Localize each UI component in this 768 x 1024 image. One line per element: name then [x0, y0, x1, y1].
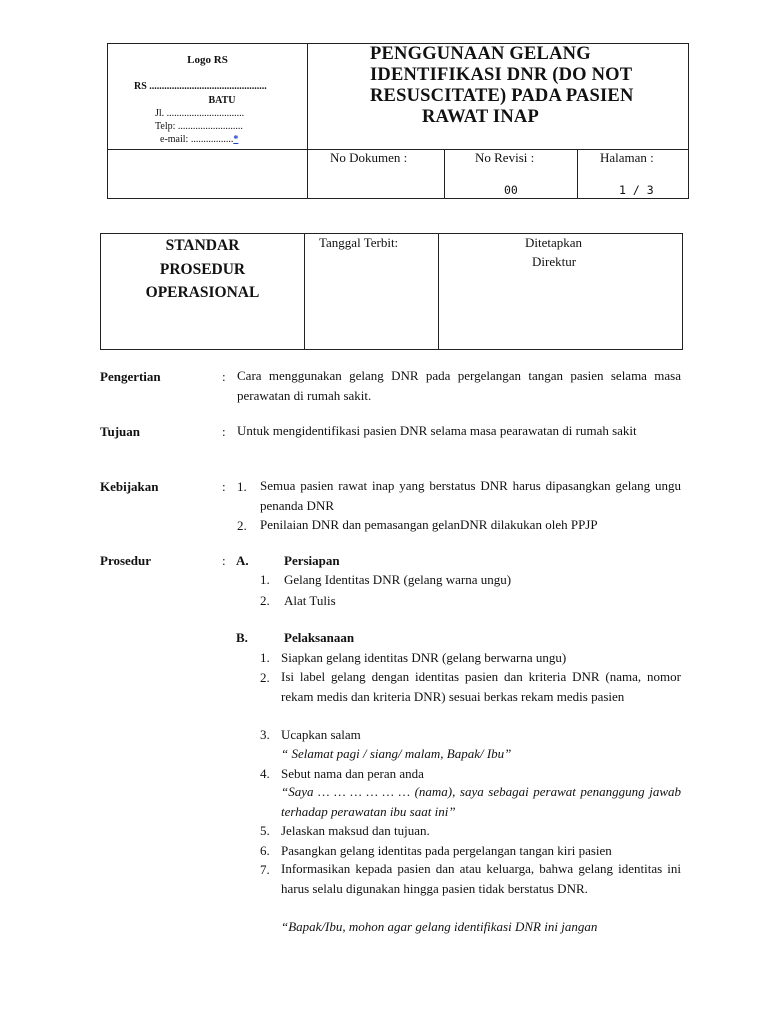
pengertian-label: Pengertian [100, 369, 161, 384]
pelaksanaan-item: Siapkan gelang identitas DNR (gelang berwarna ungu) [281, 650, 567, 665]
pelaksanaan-heading: Pelaksanaan [284, 630, 355, 645]
pelaksanaan-quote: “ Selamat pagi / siang/ malam, Bapak/ Ibu” [281, 746, 512, 761]
tujuan-label: Tujuan [100, 424, 140, 439]
pelaksanaan-item: Pasangkan gelang identitas pada pergelangan tangan kiri pasien [281, 843, 612, 858]
title-line: RAWAT INAP [422, 107, 539, 127]
email-label: e-mail: ................. [160, 134, 234, 145]
spo-title-line: OPERASIONAL [145, 284, 260, 301]
document-title [370, 44, 680, 128]
spo-table [100, 233, 683, 350]
pelaksanaan-item: Ucapkan salam [281, 727, 361, 742]
direktur-label: Direktur [532, 254, 577, 269]
pelaksanaan-item: Jelaskan maksud dan tujuan. [281, 823, 430, 838]
persiapan-item: Alat Tulis [284, 593, 336, 608]
list-number: 4. [260, 766, 270, 781]
email-link[interactable]: * [233, 134, 239, 145]
halaman-value: 1 / 3 [619, 183, 654, 197]
list-number: 5. [260, 823, 270, 838]
persiapan-item: Gelang Identitas DNR (gelang warna ungu) [284, 572, 512, 587]
list-number: 2. [237, 518, 247, 533]
list-number: 2. [260, 670, 270, 685]
kebijakan-label: Kebijakan [100, 479, 159, 494]
address-line: Jl. ............................... [155, 108, 245, 119]
email-line [160, 134, 238, 145]
divider [577, 149, 578, 198]
list-number: 1. [260, 572, 270, 587]
colon: : [222, 424, 226, 439]
halaman-label: Halaman : [600, 150, 654, 165]
list-number: 1. [260, 650, 270, 665]
divider [304, 234, 305, 349]
divider [438, 234, 439, 349]
title-line: RESUSCITATE) PADA PASIEN [370, 86, 634, 106]
list-number: 6. [260, 843, 270, 858]
section-letter: A. [236, 553, 249, 568]
section-letter: B. [236, 630, 248, 645]
prosedur-label: Prosedur [100, 553, 152, 568]
pelaksanaan-item: Informasikan kepada pasien dan atau keluarga, bahwa gelang identitas ini harus selalu digunakan hingga pasien tidak berstatus DNR. [281, 861, 681, 896]
pelaksanaan-quote: “Bapak/Ibu, mohon agar gelang identifikasi DNR ini jangan [281, 919, 598, 934]
kebijakan-item: Semua pasien rawat inap yang berstatus DNR harus dipasangkan gelang ungu penanda DNR [260, 478, 681, 513]
document-header-table [107, 43, 689, 199]
phone-line: Telp: .......................... [155, 121, 243, 132]
hospital-logo-block [108, 44, 307, 149]
kebijakan-item: Penilaian DNR dan pemasangan gelanDNR dilakukan oleh PPJP [260, 517, 598, 532]
logo-placeholder: Logo RS [187, 54, 228, 66]
pelaksanaan-item: Sebut nama dan peran anda [281, 766, 424, 781]
no-revisi-label: No Revisi : [475, 150, 535, 165]
list-number: 3. [260, 727, 270, 742]
title-line: PENGGUNAAN GELANG [370, 44, 591, 64]
divider [444, 149, 445, 198]
divider [307, 44, 308, 198]
hospital-city: BATU [208, 95, 236, 106]
spo-title [101, 234, 304, 305]
list-number: 2. [260, 593, 270, 608]
spo-title-line: STANDAR [165, 237, 240, 254]
spo-title-line: PROSEDUR [159, 260, 246, 278]
pelaksanaan-quote: “Saya … … … … … … (nama), saya sebagai perawat penanggung jawab terhadap perawatan ibu saat ini” [281, 784, 681, 819]
tujuan-text: Untuk mengidentifikasi pasien DNR selama masa pearawatan di rumah sakit [237, 423, 637, 438]
pelaksanaan-item: Isi label gelang dengan identitas pasien dan kriteria DNR (nama, nomor rekam medis dan kriteria DNR) sesuai berkas rekam medis pasien [281, 669, 681, 704]
hospital-name-line: RS ............................................... [134, 81, 267, 92]
ditetapkan-label: Ditetapkan [525, 235, 583, 250]
list-number: 7. [260, 862, 270, 877]
no-dokumen-label: No Dokumen : [330, 150, 408, 165]
tanggal-terbit-label: Tanggal Terbit: [319, 235, 399, 250]
colon: : [222, 479, 226, 494]
persiapan-heading: Persiapan [284, 553, 340, 568]
no-revisi-value: 00 [504, 183, 518, 197]
colon: : [222, 369, 226, 384]
list-number: 1. [237, 479, 247, 494]
colon: : [222, 553, 226, 568]
pengertian-text: Cara menggunakan gelang DNR pada pergelangan tangan pasien selama masa perawatan di rumah sakit. [237, 368, 681, 403]
title-line: IDENTIFIKASI DNR (DO NOT [370, 65, 633, 85]
